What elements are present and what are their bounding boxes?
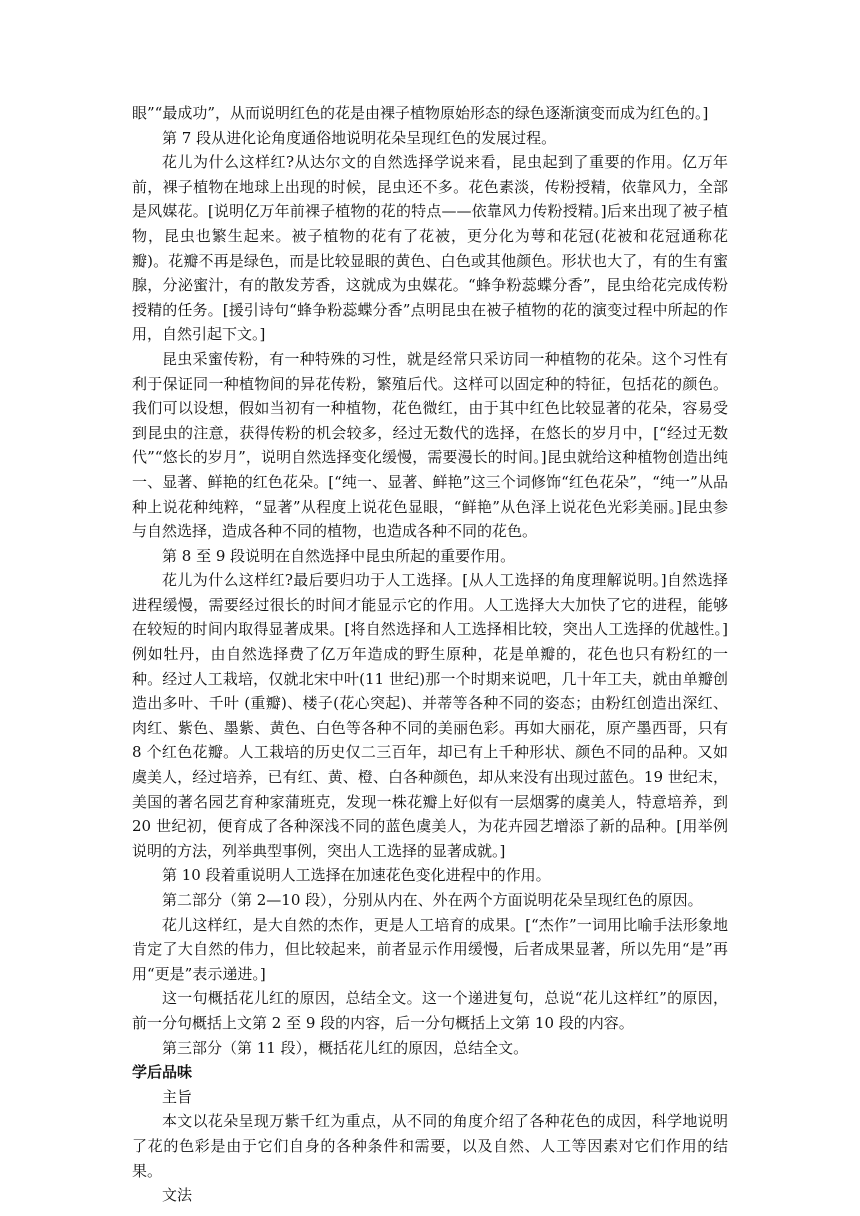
subheading-writing-method: 文法: [162, 1186, 193, 1205]
paragraph-1: 眼”“最成功”，从而说明红色的花是由裸子植物原始形态的绿色逐渐演变而成为红色的。]: [132, 104, 709, 122]
paragraph-5: 第 8 至 9 段说明在自然选择中昆虫所起的重要作用。: [162, 546, 516, 565]
paragraph-11: 第三部分（第 11 段），概括花儿红的原因，总结全文。: [162, 1038, 529, 1057]
section-heading: 学后品味: [132, 1063, 193, 1082]
paragraph-8: 第二部分（第 2—10 段），分别从内在、外在两个方面说明花朵呈现红色的原因。: [162, 891, 703, 909]
paragraph-9: 花儿这样红，是大自然的杰作，更是人工培育的成果。[“杰作”一词用比喻手法形象地肯定了大自然的伟力，但比较起来，前者显示作用缓慢，后者成果显著，所以先用“是”再用“更是”表示递进。]: [132, 915, 728, 983]
paragraph-6: 花儿为什么这样红?最后要归功于人工选择。[从人工选择的角度理解说明。]自然选择进程缓慢，需要经过很长的时间才能显示它的作用。人工选择大大加快了它的进程，能够在较短的时间内取得显著成果。[将自然选择和人工选择相比较，突出人工选择的优越性。]例如牡丹，由自然选择费了亿万年造成的野生原种，花是单瓣的，花色也只有粉红的一种。经过人工栽培，仅就北宋中叶(11 世纪)那一个时期来说吧，几十年工夫，就由单瓣创造出多叶、千叶 (重瓣)、楼子(花心突起)、并蒂等各种不同的姿态；由粉红创造出深红、肉红、紫色、墨紫、黄色、白色等各种不同的美丽色彩。再如大丽花，原产墨西哥，只有 8 个红色花瓣。人工栽培的历史仅二三百年，却已有上千种形状、颜色不同的品种。又如虞美人，经过培养，已有红、黄、橙、白各种颜色，却从来没有出现过蓝色。19 世纪末，美国的著名园艺育种家蒲班克，发现一株花瓣上好似有一层烟雾的虞美人，特意培养，到 20 世纪初，便育成了各种深浅不同的蓝色虞美人，为花卉园艺增添了新的品种。[用举例说明的方法，列举典型事例，突出人工选择的显著成就。]: [132, 571, 728, 860]
theme-paragraph: 本文以花朵呈现万紫千红为重点，从不同的角度介绍了各种花色的成因，科学地说明了花的色彩是由于它们自身的各种条件和需要，以及自然、人工等因素对它们作用的结果。: [132, 1112, 728, 1180]
paragraph-10: 这一句概括花儿红的原因，总结全文。这一个递进复句，总说“花儿这样红”的原因，前一分句概括上文第 2 至 9 段的内容，后一分句概括上文第 10 段的内容。: [132, 989, 728, 1032]
paragraph-7: 第 10 段着重说明人工选择在加速花色变化进程中的作用。: [162, 866, 551, 885]
paragraph-2: 第 7 段从进化论角度通俗地说明花朵呈现红色的发展过程。: [162, 128, 557, 147]
paragraph-3: 花儿为什么这样红?从达尔文的自然选择学说来看，昆虫起到了重要的作用。亿万年前，裸子植物在地球上出现的时候，昆虫还不多。花色素淡，传粉授精，依靠风力，全部是风媒花。[说明亿万年前裸子植物的花的特点——依靠风力传粉授精。]后来出现了被子植物，昆虫也繁生起来。被子植物的花有了花被，更分化为萼和花冠(花被和花冠通称花瓣)。花瓣不再是绿色，而是比较显眼的黄色、白色或其他颜色。形状也大了，有的生有蜜腺，分泌蜜汁，有的散发芳香，这就成为虫媒花。“蜂争粉蕊蝶分香”，昆虫给花完成传粉授精的任务。[援引诗句“蜂争粉蕊蝶分香”点明昆虫在被子植物的花的演变过程中所起的作用，自然引起下文。]: [132, 153, 728, 344]
document-page: [132, 101, 728, 1208]
paragraph-4: 昆虫采蜜传粉，有一种特殊的习性，就是经常只采访同一种植物的花朵。这个习性有利于保证同一种植物间的异花传粉，繁殖后代。这样可以固定种的特征，包括花的颜色。我们可以设想，假如当初有一种植物，花色微红，由于其中红色比较显著的花朵，容易受到昆虫的注意，获得传粉的机会较多，经过无数代的选择，在悠长的岁月中，[“经过无数代”“悠长的岁月”，说明自然选择变化缓慢，需要漫长的时间。]昆虫就给这种植物创造出纯一、显著、鲜艳的红色花朵。[“纯一、显著、鲜艳”这三个词修饰“红色花朵”，“纯一”从品种上说花种纯粹，“显著”从程度上说花色显眼，“鲜艳”从色泽上说花色光彩美丽。]昆虫参与自然选择，造成各种不同的植物，也造成各种不同的花色。: [132, 349, 728, 541]
subheading-theme: 主旨: [162, 1087, 193, 1106]
